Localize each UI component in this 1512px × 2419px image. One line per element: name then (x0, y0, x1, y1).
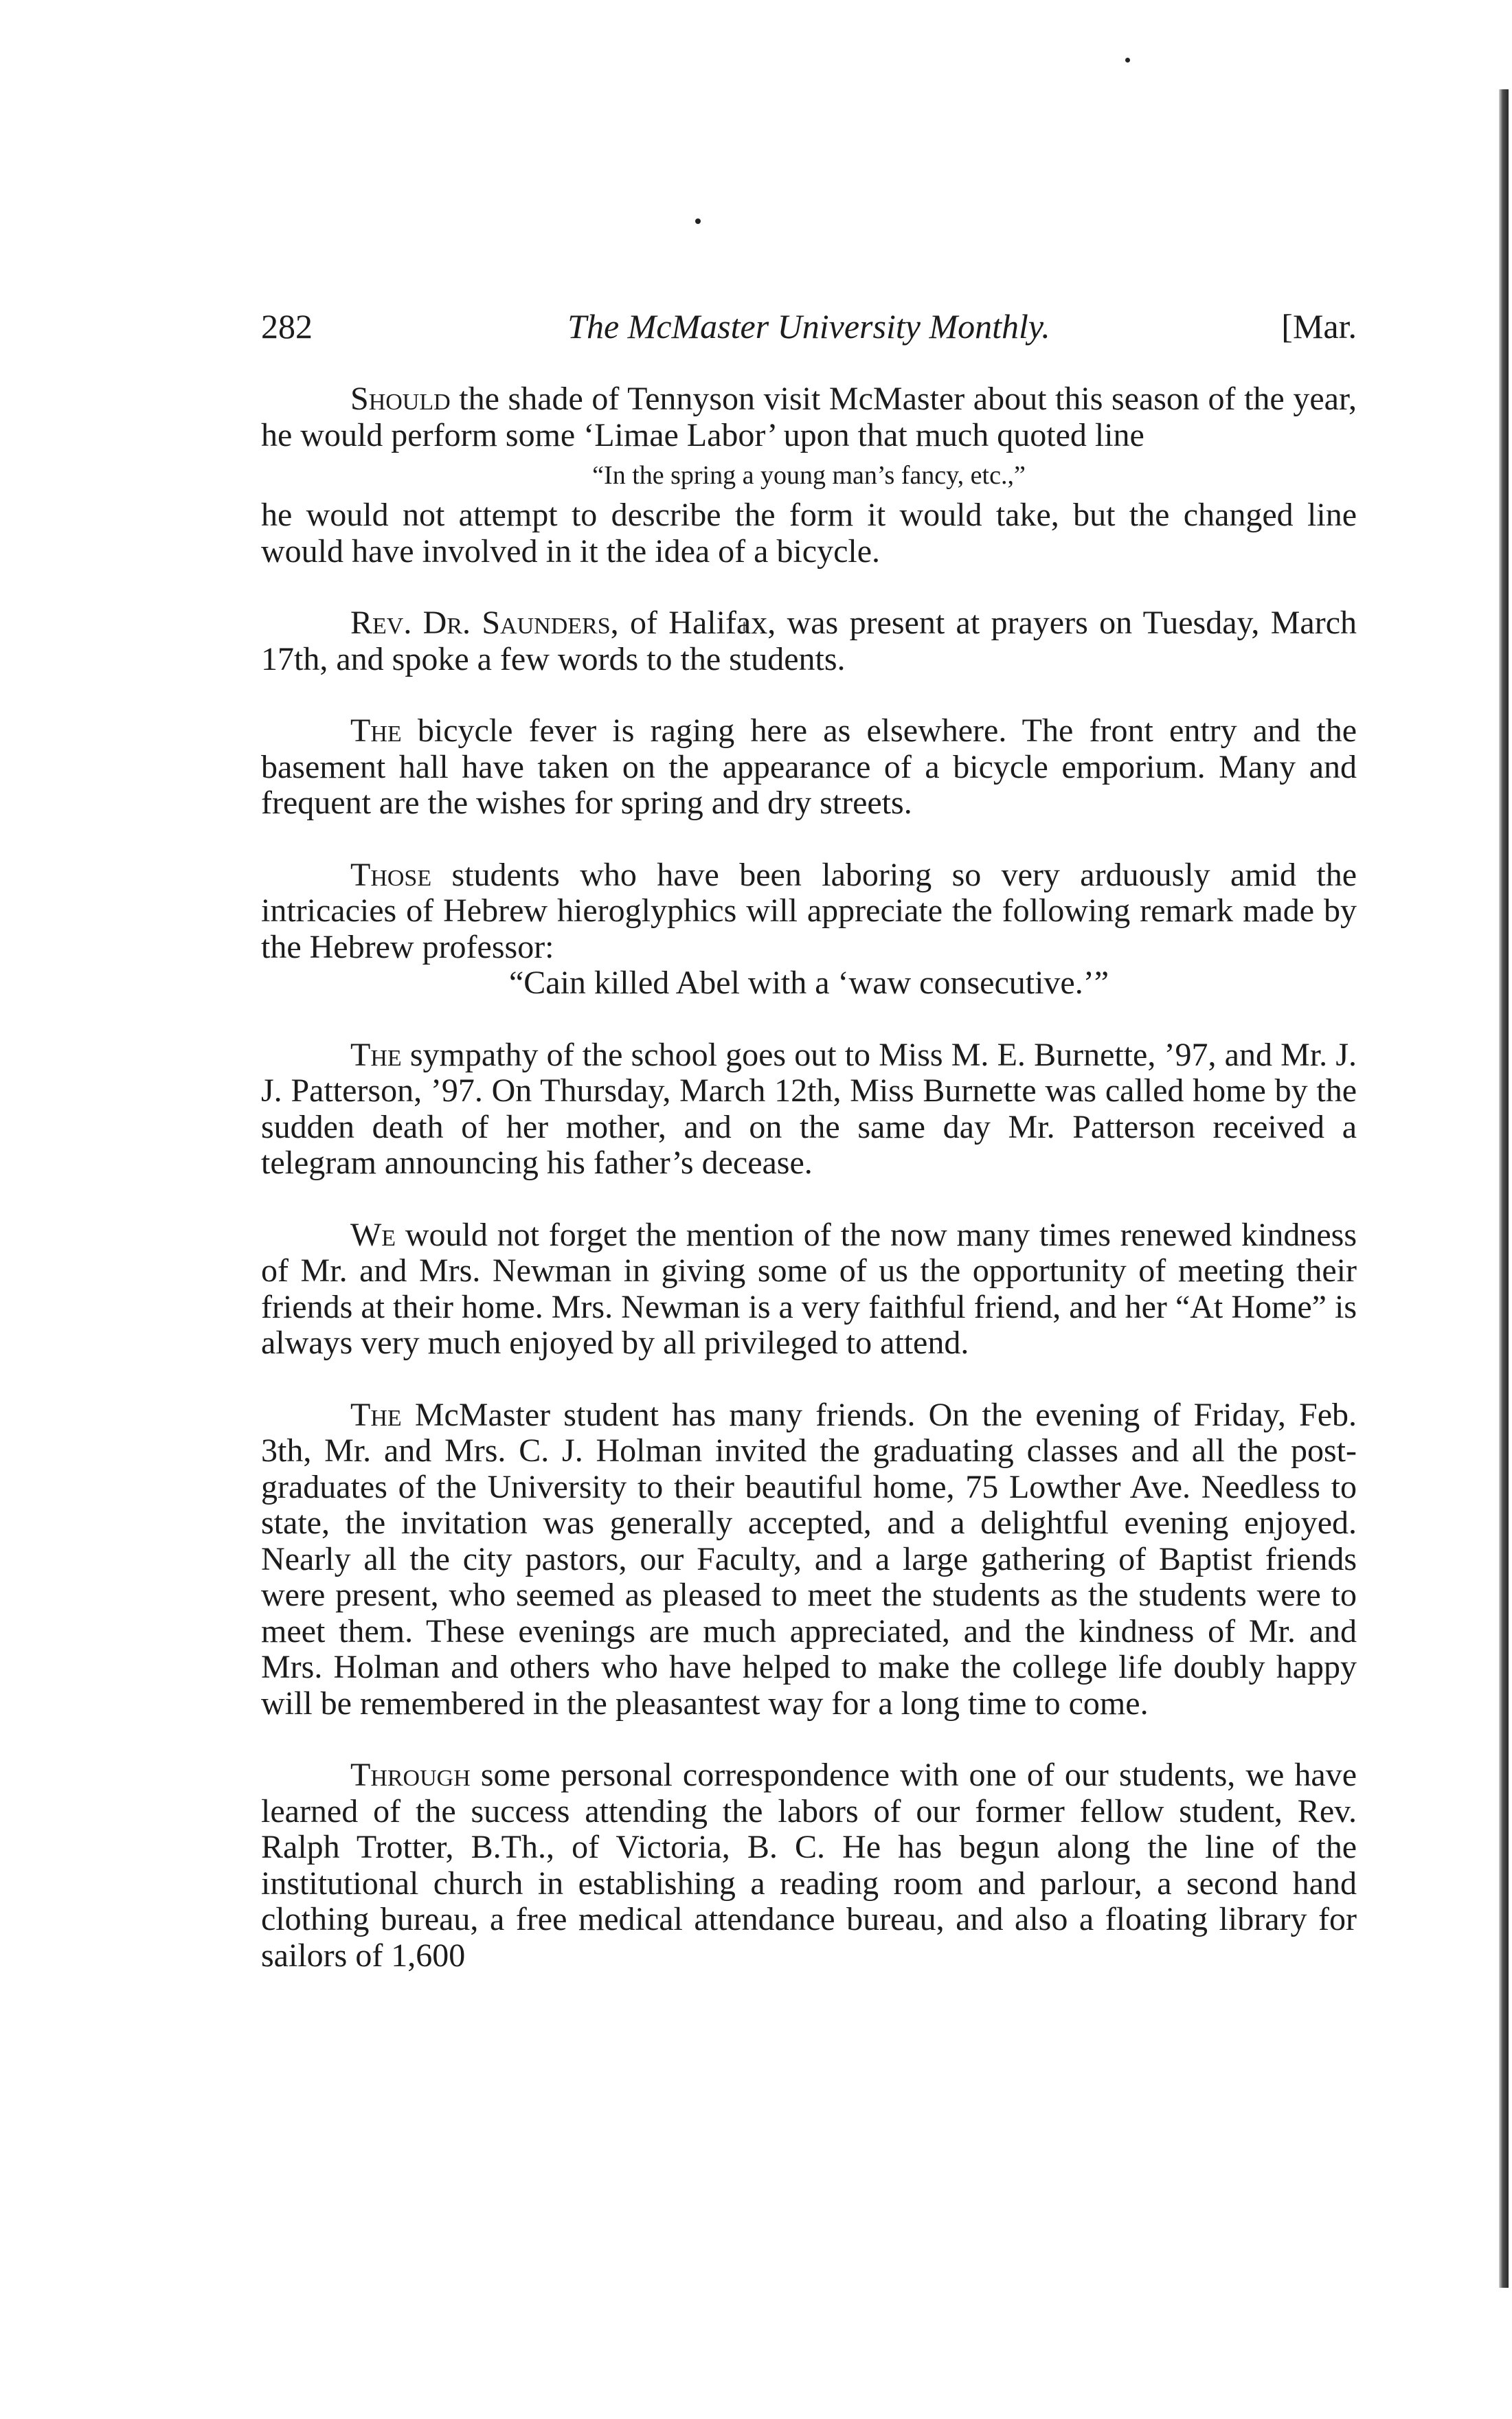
ink-speck (695, 218, 701, 224)
paragraph-newman (261, 1217, 1357, 1362)
running-header (261, 302, 1357, 350)
page-edge-shadow (1499, 89, 1509, 2288)
paragraph-text: of Halifax, was present at prayers on Tuesday, March 17th, and spoke a few words to the students. (261, 605, 1357, 677)
paragraph-text: sympathy of the school goes out to Miss M. E. Burnette, ’97, and Mr. J. J. Patterson, ’97. On Thursday, March 12th, Miss Burnette was called home by the sudden death of her mother, and on the same day Mr. Patterson received a telegram announcing his father’s decease. (261, 1036, 1357, 1181)
paragraph-text: students who have been laboring so very arduously amid the intricacies of Hebrew hieroglyphics will appreciate the following remark made by the Hebrew professor: (261, 856, 1357, 965)
paragraph-lead: Should (350, 381, 451, 417)
paragraph-lead: The (350, 712, 402, 749)
paragraph-saunders (261, 605, 1357, 677)
paragraph-holman (261, 1397, 1357, 1722)
paragraph-lead: Through (350, 1757, 471, 1793)
paragraph-tennyson (261, 381, 1357, 453)
paragraph-lead: Those (350, 856, 432, 893)
paragraph-trotter (261, 1757, 1357, 1974)
paragraph-text: McMaster student has many friends. On the evening of Friday, Feb. 3th, Mr. and Mrs. C. J. Holman invited the graduating classes and all the post-graduates of the University to their beautiful home, 75 Lowther Ave. Needless to state, the invitation was generally accepted, and a delightful evening enjoyed. Nearly all the city pastors, our Faculty, and a large gathering of Baptist friends were present, who seemed as pleased to meet the students as the students were to meet them. These evenings are much appreciated, and the kindness of Mr. and Mrs. Holman and others who have helped to make the college life doubly happy will be remembered in the pleasantest way for a long time to come. (261, 1396, 1357, 1722)
paragraph-sympathy (261, 1037, 1357, 1182)
paragraph-bicycle-fever (261, 713, 1357, 822)
paragraph-hebrew (261, 857, 1357, 966)
paragraph-text: would not forget the mention of the now many times renewed kindness of Mr. and Mrs. Newman in giving some of us the opportunity of meeting their friends at their home. Mrs. Newman is a very faithful friend, and her “At Home” is always very much enjoyed by all privileged to attend. (261, 1216, 1357, 1361)
paragraph-lead: Rev. Dr. Saunders, (350, 605, 619, 641)
quoted-remark: “Cain killed Abel with a ‘waw consecutive.’” (508, 965, 1109, 1001)
journal-title: The McMaster University Monthly. (567, 307, 1050, 346)
issue-month: [Mar. (1281, 307, 1357, 346)
ink-speck (1125, 58, 1130, 63)
paragraph-lead: The (350, 1396, 402, 1433)
paragraph-text: bicycle fever is raging here as elsewhere. The front entry and the basement hall have taken on the appearance of a bicycle emporium. Many and frequent are the wishes for spring and dry streets. (261, 712, 1357, 821)
article-body (261, 381, 1357, 1974)
paragraph-text: some personal correspondence with one of our students, we have learned of the success attending the labors of our former fellow student, Rev. Ralph Trotter, B.Th., of Victoria, B. C. He has begun along the line of the institutional church in establishing a reading room and parlour, a second hand clothing bureau, a free medical attendance bureau, and also a floating library for sailors of 1,600 (261, 1757, 1357, 1974)
paragraph-bicycle-line: he would not attempt to describe the form it would take, but the changed line would have involved in it the idea of a bicycle. (261, 497, 1357, 570)
paragraph-text: the shade of Tennyson visit McMaster about this season of the year, he would perform some ‘Limae Labor’ upon that much quoted line (261, 381, 1357, 453)
paragraph-lead: We (350, 1216, 396, 1253)
page-number: 282 (261, 307, 313, 346)
paragraph-lead: The (350, 1036, 402, 1073)
quoted-line: “In the spring a young man’s fancy, etc.,” (592, 461, 1026, 490)
